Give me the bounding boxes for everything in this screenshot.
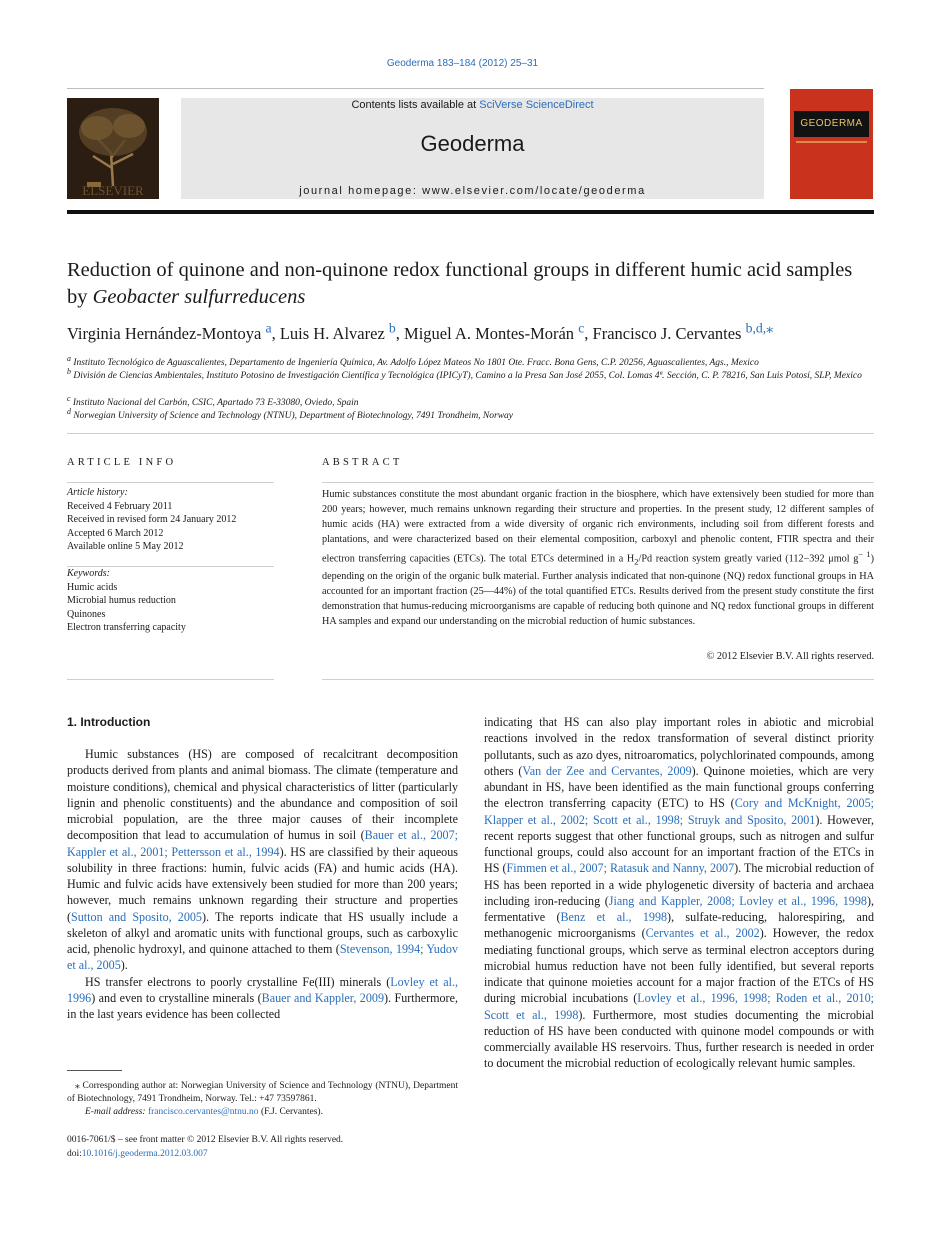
author-name: Miguel A. Montes-Morán [404, 323, 575, 343]
journal-name: Geoderma [420, 131, 525, 156]
abstract-heading: ABSTRACT [322, 457, 403, 468]
body-column-left [67, 746, 458, 1022]
introduction-heading: 1. Introduction [67, 715, 151, 729]
keywords-label: Keywords: [67, 568, 110, 579]
paragraph: HS transfer electrons to poorly crystalline Fe(III) minerals (Lovley et al., 1996) and even to crystalline minerals (Bauer and Kappler, 2009). Furthermore, in the last years evidence has been collected [67, 974, 458, 1021]
author-affiliation-link[interactable]: b,d,⁎ [745, 320, 774, 335]
header-divider [67, 210, 874, 214]
footnote-rule [67, 1070, 122, 1071]
citation-link[interactable]: Bauer et al., 2007; Kappler et al., 2001; Pettersson et al., 1994 [67, 828, 458, 859]
abstract-copyright: © 2012 Elsevier B.V. All rights reserved. [706, 651, 874, 662]
header-top-rule [67, 88, 764, 89]
author-affiliation-link[interactable]: c [578, 320, 585, 335]
keyword: Humic acids [67, 581, 118, 593]
citation-link[interactable]: Cory and McKnight, 2005; Klapper et al., 2002; Scott et al., 1998; Struyk and Sposito, 2001 [484, 796, 874, 827]
section-divider [322, 679, 874, 680]
paragraph: Humic substances (HS) are composed of recalcitrant decomposition products derived from plants and animal biomass. The climate (temperature and moisture conditions), chemical and physical characteristics of litter (particularly lignin and phenolic constituents) and the abundance and composition of soil microbial population, are the three major causes of their incomplete decomposition that lead to accumulation of humus in soil (Bauer et al., 2007; Kappler et al., 2001; Pettersson et al., 1994). HS are classified by their aqueous solubility in three fractions: humin, fulvic acids (FA) and humic acids (HA). Humic and fulvic acids have extensively been studied for more than 200 years; however, much remains unknown regarding their structure and properties (Sutton and Sposito, 2005). The reports indicate that HS usually include a skeleton of alkyl and aromatic units with functional groups, such as carboxylic acid, phenolic hydroxyl, and quinone attached to them (Stevenson, 1994; Yudov et al., 2005). [67, 747, 459, 973]
section-divider [67, 679, 274, 680]
title-italic: Geobacter sulfurreducens [92, 286, 306, 308]
history-item: Received 4 February 2011 [67, 500, 173, 512]
issn-line: 0016-7061/$ – see front matter © 2012 Elsevier B.V. All rights reserved. [67, 1135, 344, 1145]
affiliation: $^b$ División de Ciencias Ambientales, Instituto Potosino de Investigación Científica y Tecnológica (IPICyT), Camino a la Presa San José 2055, Col. Lomas 4ª. Sección, C. P. 78216, San Luis Potosí, SLP, Mexico [67, 367, 862, 382]
citation-link[interactable]: Fimmen et al., 2007; Ratasuk and Nanny, 2007 [506, 861, 735, 876]
citation-link[interactable]: Benz et al., 1998 [560, 910, 668, 924]
author-name: Francisco J. Cervantes [592, 323, 742, 343]
journal-cover-image [790, 89, 873, 199]
history-label: Article history: [67, 487, 128, 498]
affiliation: $^a$ Instituto Tecnológico de Aguascalientes, Departamento de Ingeniería Química, Av. Adolfo López Mateos No 1801 Ote. Fracc. Bona Gens, C.P. 20256, Aguascalientes, Ags., Mexico [67, 354, 759, 369]
citation-link[interactable]: Stevenson, 1994; Yudov et al., 2005 [67, 942, 458, 973]
history-item: Available online 5 May 2012 [67, 541, 184, 552]
keyword: Microbial humus reduction [67, 595, 176, 606]
citation-link[interactable]: Lovley et al., 1996 [67, 974, 458, 1005]
cover-subtitle-bar [796, 141, 867, 143]
abstract-text: Humic substances constitute the most abundant organic fraction in the biosphere, which have extensively been studied for more than 200 years; however, much remains unknown regarding their structure and properties. In the present study, 12 different samples of humic acids (HA) were extracted from a wide diversity of organic rich environments, including soil from different forests and plantations, and were characterized based on their elemental composition, carboxyl and phenolic content, FTIR spectra and their electron transferring capacities (ETCs). The total ETCs determined in a $H_2/Pd$ reaction system greatly varied (112−392 μmol $g^{- 1}$) depending on the origin of the organic bulk material. Further analysis indicated that non-quinone (NQ) redox functional groups in HA accounted for an important fraction (25—44%) of the total quantified ETCs. Results derived from the present study constitute the first demonstration that humus-reducing microorganisms are capable of reducing both quinone and NQ redox functional groups in different HA samples and expand our understanding on the microbial reduction of humic substances. [322, 489, 874, 628]
contents-prefix: Contents lists available at [351, 99, 480, 111]
article-title [67, 257, 874, 311]
front-matter [67, 1133, 458, 1161]
sciverse-link[interactable]: SciVerse ScienceDirect [479, 99, 594, 111]
citation-link[interactable]: Jiang and Kappler, 2008; Lovley et al., 1996, 1998 [608, 893, 867, 908]
history-item: Accepted 6 March 2012 [67, 527, 164, 539]
author: Miguel A. Montes-Morán $^c$, [404, 320, 593, 343]
citation-link[interactable]: Bauer and Kappler, 2009 [261, 990, 384, 1005]
body-column-right [484, 714, 874, 1072]
corresponding-author-footnote: ⁎ Corresponding author at: Norwegian University of Science and Technology (NTNU), Department of Biotechnology, 7491 Trondheim, Norway. Tel.: +47 73597861. E-mail address: francisco.cervantes@ntnu.no (F.J. Cervantes). [67, 1081, 458, 1117]
doi-link[interactable]: 10.1016/j.geoderma.2012.03.007 [81, 1149, 208, 1159]
elsevier-logo-text: ELSEVIER [82, 183, 144, 198]
footnote-text: ⁎ Corresponding author at: Norwegian University of Science and Technology (NTNU), Department of Biotechnology, 7491 Trondheim, Norway. Tel.: +47 73597861. [67, 1081, 458, 1104]
article-info-heading: ARTICLE INFO [67, 457, 177, 468]
author-affiliation-link[interactable]: a [265, 320, 272, 335]
author-list [67, 320, 874, 344]
affiliation: $^c$ Instituto Nacional del Carbón, CSIC, Apartado 73 E-33080, Oviedo, Spain [67, 394, 359, 409]
elsevier-tree-icon [67, 98, 159, 199]
citation-link[interactable]: Sutton and Sposito, 2005 [71, 909, 202, 924]
email-link[interactable]: francisco.cervantes@ntnu.no [147, 1107, 259, 1117]
journal-homepage-link[interactable]: journal homepage: www.elsevier.com/locate/geoderma [299, 185, 646, 197]
paragraph: indicating that HS can also play important roles in abiotic and microbial reactions involved in the redox transformation of several distinct priority pollutants, such as azo dyes, nitroaromatics, polychlorinated compounds, among others (Van der Zee and Cervantes, 2009). Quinone moieties, which are very abundant in HS, have been identified as the main functional groups conferring the electron transferring capacity (ETC) to HS (Cory and McKnight, 2005; Klapper et al., 2002; Scott et al., 1998; Struyk and Sposito, 2001). However, recent reports suggest that other functional groups, such as nitrogen and sulfur functional groups, could also account for an important fraction of the ETCs in HS (Fimmen et al., 2007; Ratasuk and Nanny, 2007). The microbial reduction of HS has been reported in a wide phylogenetic diversity of bacteria and archaea including iron-reducing (Jiang and Kappler, 2008; Lovley et al., 1996, 1998), fermentative (Benz et al., 1998), sulfate-reducing, halorespiring, and methanogenic microorganisms (Cervantes et al., 2002). However, the redox mediating functional groups, which serve as terminal electron acceptors during microbial humus reduction have not been fully identified, but several reports indicate that quinone moieties account for a major fraction of the ETCs of HS during microbial incubations (Lovley et al., 1996, 1998; Roden et al., 2010; Scott et al., 1998). Furthermore, most studies documenting the microbial reduction of HS have been conducted with quinone model compounds or with commercially available HS reservoirs. Thus, further research is needed in order to document the microbial reduction of ecologically relevant humic samples. [484, 715, 875, 1071]
author-name: Luis H. Alvarez [279, 323, 385, 343]
citation-link[interactable]: Van der Zee and Cervantes, 2009 [522, 763, 692, 778]
author [592, 320, 774, 343]
author-affiliation-link[interactable]: b [388, 320, 396, 335]
section-divider [67, 433, 874, 434]
keyword: Quinones [67, 608, 106, 620]
keyword: Electron transferring capacity [67, 622, 186, 633]
citation-link[interactable]: Cervantes et al., 2002 [645, 926, 760, 941]
elsevier-logo [67, 98, 159, 199]
affiliation: $^d$ Norwegian University of Science and Technology (NTNU), Department of Biotechnology, 7491 Trondheim, Norway [67, 407, 514, 422]
title-main: Reduction of quinone and non-quinone redox functional groups in different humic acid samples by [67, 259, 853, 308]
author: Virginia Hernández-Montoya $^a$, [67, 320, 280, 343]
doi-label: doi: [67, 1149, 82, 1159]
article-info-rule [67, 482, 274, 483]
journal-citation-link[interactable]: Geoderma 183–184 (2012) 25–31 [386, 58, 539, 69]
author-name: Virginia Hernández-Montoya [67, 323, 262, 343]
abstract-rule [322, 482, 874, 483]
email-label: E-mail address: [85, 1107, 148, 1117]
author: Luis H. Alvarez $^b$, [279, 320, 405, 343]
citation-link[interactable]: Lovley et al., 1996, 1998; Roden et al., 2010; Scott et al., 1998 [484, 991, 874, 1022]
history-item: Received in revised form 24 January 2012 [67, 514, 237, 525]
contents-available-line [181, 99, 764, 111]
cover-title: GEODERMA [794, 111, 869, 137]
